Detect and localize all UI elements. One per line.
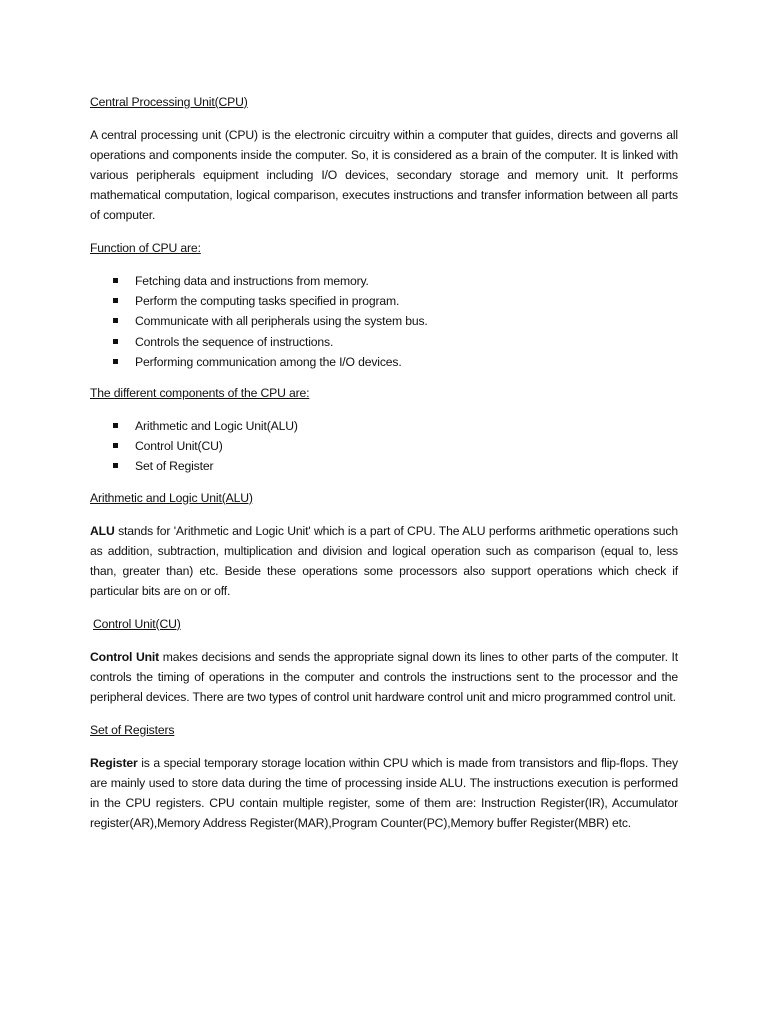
- registers-heading: Set of Registers: [90, 722, 175, 737]
- cu-paragraph: [90, 647, 678, 707]
- list-item: [90, 332, 678, 352]
- functions-list: [90, 271, 678, 372]
- registers-text: is a special temporary storage location within CPU which is made from transistors and flip-flops. They are mainly used to store data during the time of processing inside ALU. The instructions execution is performed in the CPU registers. CPU contain multiple register, some of them are: Instruction Register(IR), Accumulator register(AR),Memory Address Register(MAR),Program Counter(PC),Memory buffer Register(MBR) etc.: [90, 755, 678, 830]
- list-item: [90, 352, 678, 372]
- list-item-text: Controls the sequence of instructions.: [135, 334, 334, 349]
- list-item-text: Fetching data and instructions from memory.: [135, 274, 369, 288]
- cu-heading: Control Unit(CU): [93, 616, 181, 631]
- list-item: [90, 291, 678, 311]
- square-bullet-icon: [113, 359, 118, 364]
- intro-text: A central processing unit (CPU) is the electronic circuitry within a computer that guides, directs and governs all operations and components inside the computer. So, it is considered as a brain of the computer. It is linked with various peripherals equipment including I/O devices, secondary storage and memory unit. It performs mathematical computation, logical comparison, executes instructions and transfer information between all parts of computer.: [90, 128, 678, 222]
- square-bullet-icon: [113, 463, 118, 468]
- list-item: [90, 436, 678, 456]
- list-item: [90, 416, 678, 436]
- alu-text: stands for 'Arithmetic and Logic Unit' which is a part of CPU. The ALU performs arithmetic operations such as addition, subtraction, multiplication and division and logical operation such as comparison (equal to, less than, greater than) etc. Beside these operations some processors also support operations which check if particular bits are on or off.: [90, 523, 678, 598]
- document-title: Central Processing Unit(CPU): [90, 95, 248, 109]
- alu-term: ALU: [90, 523, 115, 538]
- registers-term: Register: [90, 755, 138, 770]
- square-bullet-icon: [113, 298, 118, 303]
- list-item-text: Perform the computing tasks specified in program.: [135, 294, 400, 309]
- list-item-text: Communicate with all peripherals using the system bus.: [135, 314, 428, 329]
- intro-paragraph: [90, 125, 678, 225]
- list-item-text: Arithmetic and Logic Unit(ALU): [135, 419, 298, 434]
- cu-term: Control Unit: [90, 649, 160, 664]
- list-item-text: Set of Register: [135, 459, 214, 474]
- alu-paragraph: [90, 521, 678, 601]
- square-bullet-icon: [113, 278, 118, 283]
- square-bullet-icon: [113, 339, 118, 344]
- list-item-text: Control Unit(CU): [135, 439, 223, 454]
- square-bullet-icon: [113, 423, 118, 428]
- components-heading: The different components of the CPU are:: [90, 386, 310, 401]
- document-page: [90, 92, 678, 846]
- functions-heading: Function of CPU are:: [90, 241, 201, 255]
- list-item: [90, 311, 678, 331]
- square-bullet-icon: [113, 443, 118, 448]
- registers-paragraph: [90, 753, 678, 833]
- list-item-text: Performing communication among the I/O devices.: [135, 354, 402, 369]
- cu-text: makes decisions and sends the appropriate signal down its lines to other parts of the computer. It controls the timing of operations in the computer and controls the instructions sent to the processor and the peripheral devices. There are two types of control unit hardware control unit and micro programmed control unit.: [90, 649, 678, 704]
- list-item: [90, 271, 678, 291]
- components-list: [90, 416, 678, 477]
- list-item: [90, 456, 678, 476]
- square-bullet-icon: [113, 318, 118, 323]
- alu-heading: Arithmetic and Logic Unit(ALU): [90, 490, 253, 505]
